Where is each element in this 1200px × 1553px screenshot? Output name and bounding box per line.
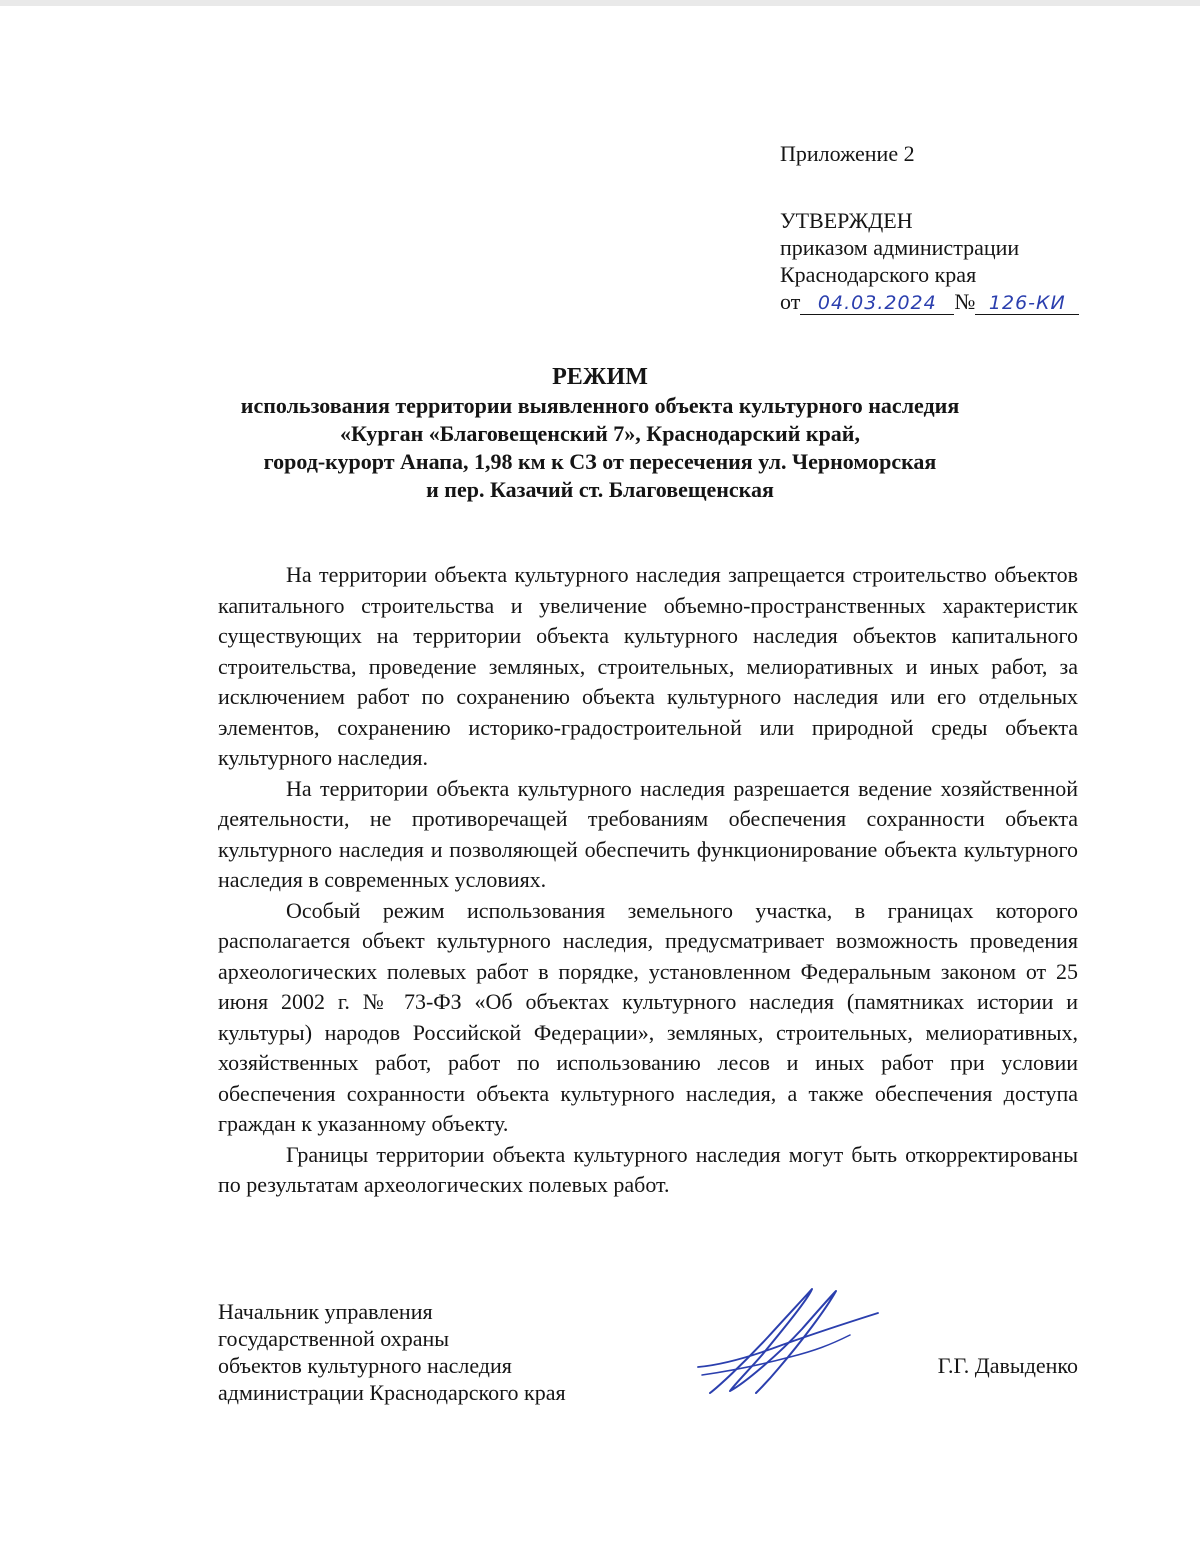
- signer-name: Г.Г. Давыденко: [937, 1353, 1078, 1378]
- date-prefix: от: [780, 289, 801, 314]
- paragraph-boundaries: Границы территории объекта культурного наследия могут быть откорректированы по результатам археологических полевых работ.: [218, 1141, 1078, 1197]
- handwritten-order-number: 126-КИ: [975, 292, 1079, 315]
- signatory-position: [218, 1298, 566, 1406]
- scan-edge: [0, 0, 1200, 6]
- paragraph-prohibitions: На территории объекта культурного наследия запрещается строительство объектов капитального строительства и увеличение объемно-пространственных характеристик существующих на территории объекта культурного наследия объектов капитального строительства, проведение земляных, строительных, мелиоративных и иных работ, за исключением работ по сохранению объекта культурного наследия или его отдельных элементов, сохранению историко-градостроительной или природной среды объекта культурного наследия.: [218, 562, 1078, 770]
- signatory-line-3: объектов культурного наследия: [218, 1353, 512, 1378]
- handwritten-signature: [690, 1275, 890, 1405]
- signatory-line-4: администрации Краснодарского края: [218, 1380, 566, 1405]
- appendix-label: Приложение 2: [780, 141, 915, 166]
- approved-region: Краснодарского края: [780, 262, 977, 287]
- document-body: [218, 560, 1078, 1201]
- paragraph-permitted-activity: На территории объекта культурного наследия разрешается ведение хозяйственной деятельности, не противоречащей требованиям обеспечения сохранности объекта культурного наследия и позволяющей обеспечить функционирование объекта культурного наследия в современных условиях.: [218, 775, 1078, 892]
- number-prefix: №: [954, 289, 976, 314]
- approved-label: УТВЕРЖДЕН: [780, 208, 913, 233]
- title-line-4: и пер. Казачий ст. Благовещенская: [426, 477, 774, 502]
- title-line-1: использования территории выявленного объекта культурного наследия: [240, 393, 960, 418]
- signatory-line-2: государственной охраны: [218, 1326, 450, 1351]
- title-line-3: город-курорт Анапа, 1,98 км к СЗ от пересечения ул. Черноморская: [263, 449, 937, 474]
- approved-by-order: приказом администрации: [780, 235, 1020, 260]
- approval-stamp-block: [780, 140, 1079, 315]
- document-title: [160, 362, 1040, 504]
- title-main: РЕЖИМ: [552, 364, 648, 390]
- handwritten-date: 04.03.2024: [800, 292, 954, 315]
- paragraph-special-regime: Особый режим использования земельного участка, в границах которого располагается объект культурного наследия, предусматривает возможность проведения археологических полевых работ в порядке, установленном Федеральным законом от 25 июня 2002 г. № 73-ФЗ «Об объектах культурного наследия (памятниках истории и культуры) народов Российской Федерации», земляных, строительных, мелиоративных, хозяйственных работ, работ по использованию лесов и иных работ при условии обеспечения сохранности объекта культурного наследия, а также обеспечения доступа граждан к указанному объекту.: [218, 897, 1078, 1136]
- order-date-number-line: [780, 288, 1079, 315]
- signatory-line-1: Начальник управления: [218, 1299, 433, 1324]
- title-line-2: «Курган «Благовещенский 7», Краснодарский край,: [340, 421, 860, 446]
